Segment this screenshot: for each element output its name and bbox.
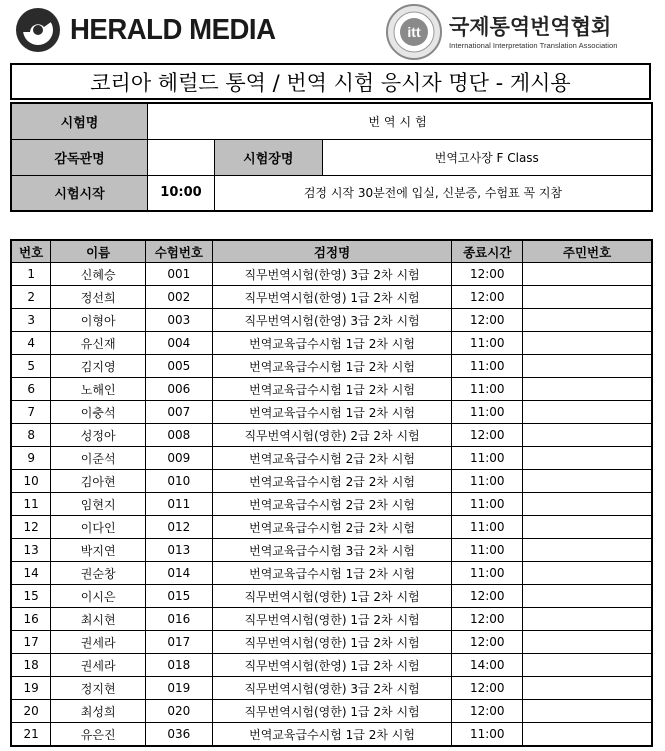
exam-title: 직무번역시험(영한) 1급 2차 시험	[212, 608, 452, 631]
applicant-name: 이다인	[51, 516, 146, 539]
exam-info-table	[10, 102, 653, 212]
table-row	[11, 401, 652, 424]
exam-name-label: 시험명	[11, 103, 148, 139]
end-time: 11:00	[452, 378, 523, 401]
end-time: 12:00	[452, 631, 523, 654]
applicant-name: 이형아	[51, 309, 146, 332]
applicant-name: 박지연	[51, 539, 146, 562]
row-number: 18	[11, 654, 51, 677]
applicant-name: 김지영	[51, 355, 146, 378]
table-row	[11, 309, 652, 332]
itt-seal-icon	[385, 3, 443, 61]
applicant-name: 유은진	[51, 723, 146, 747]
applicant-name: 권세라	[51, 654, 146, 677]
table-row	[11, 654, 652, 677]
table-row	[11, 332, 652, 355]
column-header-number: 번호	[11, 240, 51, 263]
applicant-table	[10, 239, 653, 747]
table-row	[11, 355, 652, 378]
table-row	[11, 447, 652, 470]
exam-title: 번역교육급수시험 1급 2차 시험	[212, 723, 452, 747]
end-time: 11:00	[452, 723, 523, 747]
end-time: 11:00	[452, 470, 523, 493]
applicant-name: 노해인	[51, 378, 146, 401]
end-time: 12:00	[452, 309, 523, 332]
seal-text: itt	[407, 24, 421, 40]
exam-id: 006	[146, 378, 213, 401]
table-row	[11, 493, 652, 516]
row-number: 7	[11, 401, 51, 424]
applicant-name: 김아현	[51, 470, 146, 493]
exam-id: 012	[146, 516, 213, 539]
end-time: 11:00	[452, 447, 523, 470]
end-time: 14:00	[452, 654, 523, 677]
venue-value: 번역고사장 F Class	[322, 139, 652, 175]
column-header-end-time: 종료시간	[452, 240, 523, 263]
row-number: 4	[11, 332, 51, 355]
applicant-name: 권세라	[51, 631, 146, 654]
applicant-name: 이시은	[51, 585, 146, 608]
exam-title: 번역교육급수시험 1급 2차 시험	[212, 332, 452, 355]
resident-number	[523, 401, 652, 424]
resident-number	[523, 562, 652, 585]
table-row	[11, 723, 652, 747]
row-number: 20	[11, 700, 51, 723]
resident-number	[523, 654, 652, 677]
column-header-resident-number: 주민번호	[523, 240, 652, 263]
row-number: 16	[11, 608, 51, 631]
exam-id: 007	[146, 401, 213, 424]
table-row	[11, 286, 652, 309]
end-time: 12:00	[452, 585, 523, 608]
end-time: 12:00	[452, 677, 523, 700]
table-row	[11, 263, 652, 286]
row-number: 5	[11, 355, 51, 378]
row-number: 8	[11, 424, 51, 447]
resident-number	[523, 516, 652, 539]
exam-title: 직무번역시험(한영) 1급 2차 시험	[212, 654, 452, 677]
end-time: 12:00	[452, 286, 523, 309]
column-header-exam-id: 수험번호	[146, 240, 213, 263]
exam-id: 017	[146, 631, 213, 654]
exam-title: 직무번역시험(영한) 1급 2차 시험	[212, 631, 452, 654]
resident-number	[523, 677, 652, 700]
exam-title: 직무번역시험(영한) 1급 2차 시험	[212, 585, 452, 608]
resident-number	[523, 332, 652, 355]
association-name-english: International Interpretation Translation Association	[449, 40, 618, 50]
table-row	[11, 516, 652, 539]
supervisor-value	[148, 139, 215, 175]
column-header-exam-title: 검정명	[212, 240, 452, 263]
exam-title: 번역교육급수시험 2급 2차 시험	[212, 516, 452, 539]
table-row	[11, 631, 652, 654]
exam-id: 016	[146, 608, 213, 631]
exam-id: 005	[146, 355, 213, 378]
row-number: 1	[11, 263, 51, 286]
supervisor-label: 감독관명	[11, 139, 148, 175]
exam-title: 번역교육급수시험 2급 2차 시험	[212, 470, 452, 493]
resident-number	[523, 585, 652, 608]
end-time: 12:00	[452, 263, 523, 286]
exam-id: 013	[146, 539, 213, 562]
row-number: 13	[11, 539, 51, 562]
exam-name-value: 번역시험	[148, 103, 652, 139]
resident-number	[523, 493, 652, 516]
exam-title: 번역교육급수시험 2급 2차 시험	[212, 447, 452, 470]
exam-id: 009	[146, 447, 213, 470]
itt-logo	[385, 4, 617, 60]
exam-id: 008	[146, 424, 213, 447]
exam-id: 002	[146, 286, 213, 309]
row-number: 14	[11, 562, 51, 585]
resident-number	[523, 631, 652, 654]
row-number: 10	[11, 470, 51, 493]
exam-id: 015	[146, 585, 213, 608]
row-number: 12	[11, 516, 51, 539]
end-time: 11:00	[452, 539, 523, 562]
applicant-name: 유신재	[51, 332, 146, 355]
table-row	[11, 539, 652, 562]
exam-id: 019	[146, 677, 213, 700]
applicant-name: 임현지	[51, 493, 146, 516]
page-header	[0, 0, 665, 62]
exam-id: 014	[146, 562, 213, 585]
end-time: 11:00	[452, 355, 523, 378]
exam-title: 번역교육급수시험 1급 2차 시험	[212, 401, 452, 424]
table-row	[11, 562, 652, 585]
resident-number	[523, 378, 652, 401]
resident-number	[523, 309, 652, 332]
table-row	[11, 677, 652, 700]
resident-number	[523, 355, 652, 378]
applicant-name: 성정아	[51, 424, 146, 447]
row-number: 2	[11, 286, 51, 309]
exam-notice: 검정 시작 30분전에 입실, 신분증, 수험표 꼭 지참	[214, 175, 652, 211]
exam-title: 직무번역시험(영한) 3급 2차 시험	[212, 677, 452, 700]
exam-title: 직무번역시험(한영) 1급 2차 시험	[212, 286, 452, 309]
row-number: 3	[11, 309, 51, 332]
document-title: 코리아 헤럴드 통역 / 번역 시험 응시자 명단 - 게시용	[10, 63, 651, 100]
resident-number	[523, 723, 652, 747]
table-row	[11, 608, 652, 631]
resident-number	[523, 700, 652, 723]
end-time: 11:00	[452, 493, 523, 516]
applicant-name: 최성희	[51, 700, 146, 723]
resident-number	[523, 263, 652, 286]
end-time: 11:00	[452, 562, 523, 585]
exam-id: 018	[146, 654, 213, 677]
herald-media-logo	[14, 5, 286, 55]
end-time: 12:00	[452, 424, 523, 447]
applicant-name: 이충석	[51, 401, 146, 424]
association-name-korean: 국제통역번역협회	[449, 14, 612, 39]
exam-title: 번역교육급수시험 3급 2차 시험	[212, 539, 452, 562]
exam-title: 직무번역시험(영한) 2급 2차 시험	[212, 424, 452, 447]
exam-title: 직무번역시험(한영) 3급 2차 시험	[212, 263, 452, 286]
exam-id: 004	[146, 332, 213, 355]
table-row	[11, 585, 652, 608]
table-row	[11, 470, 652, 493]
exam-id: 003	[146, 309, 213, 332]
exam-id: 036	[146, 723, 213, 747]
venue-label: 시험장명	[214, 139, 322, 175]
exam-title: 직무번역시험(한영) 3급 2차 시험	[212, 309, 452, 332]
end-time: 12:00	[452, 700, 523, 723]
exam-id: 010	[146, 470, 213, 493]
applicant-name: 신혜승	[51, 263, 146, 286]
exam-id: 011	[146, 493, 213, 516]
row-number: 15	[11, 585, 51, 608]
row-number: 9	[11, 447, 51, 470]
exam-id: 020	[146, 700, 213, 723]
end-time: 11:00	[452, 401, 523, 424]
resident-number	[523, 424, 652, 447]
applicant-name: 정지현	[51, 677, 146, 700]
row-number: 11	[11, 493, 51, 516]
row-number: 17	[11, 631, 51, 654]
resident-number	[523, 539, 652, 562]
applicant-name: 이준석	[51, 447, 146, 470]
resident-number	[523, 286, 652, 309]
applicant-name: 권순창	[51, 562, 146, 585]
table-row	[11, 424, 652, 447]
exam-title: 번역교육급수시험 1급 2차 시험	[212, 562, 452, 585]
exam-title: 번역교육급수시험 1급 2차 시험	[212, 355, 452, 378]
exam-title: 번역교육급수시험 2급 2차 시험	[212, 493, 452, 516]
applicant-name: 최시현	[51, 608, 146, 631]
column-header-name: 이름	[51, 240, 146, 263]
exam-title: 직무번역시험(영한) 1급 2차 시험	[212, 700, 452, 723]
start-time-value: 10:00	[148, 175, 215, 211]
row-number: 19	[11, 677, 51, 700]
herald-media-wordmark: HERALD MEDIA	[70, 13, 276, 46]
exam-title: 번역교육급수시험 1급 2차 시험	[212, 378, 452, 401]
row-number: 6	[11, 378, 51, 401]
row-number: 21	[11, 723, 51, 747]
table-header-row	[11, 240, 652, 263]
end-time: 11:00	[452, 332, 523, 355]
start-time-label: 시험시작	[11, 175, 148, 211]
resident-number	[523, 608, 652, 631]
herald-swirl-icon	[14, 6, 62, 54]
table-row	[11, 378, 652, 401]
applicant-name: 정선희	[51, 286, 146, 309]
end-time: 12:00	[452, 608, 523, 631]
exam-id: 001	[146, 263, 213, 286]
end-time: 11:00	[452, 516, 523, 539]
resident-number	[523, 447, 652, 470]
table-row	[11, 700, 652, 723]
resident-number	[523, 470, 652, 493]
